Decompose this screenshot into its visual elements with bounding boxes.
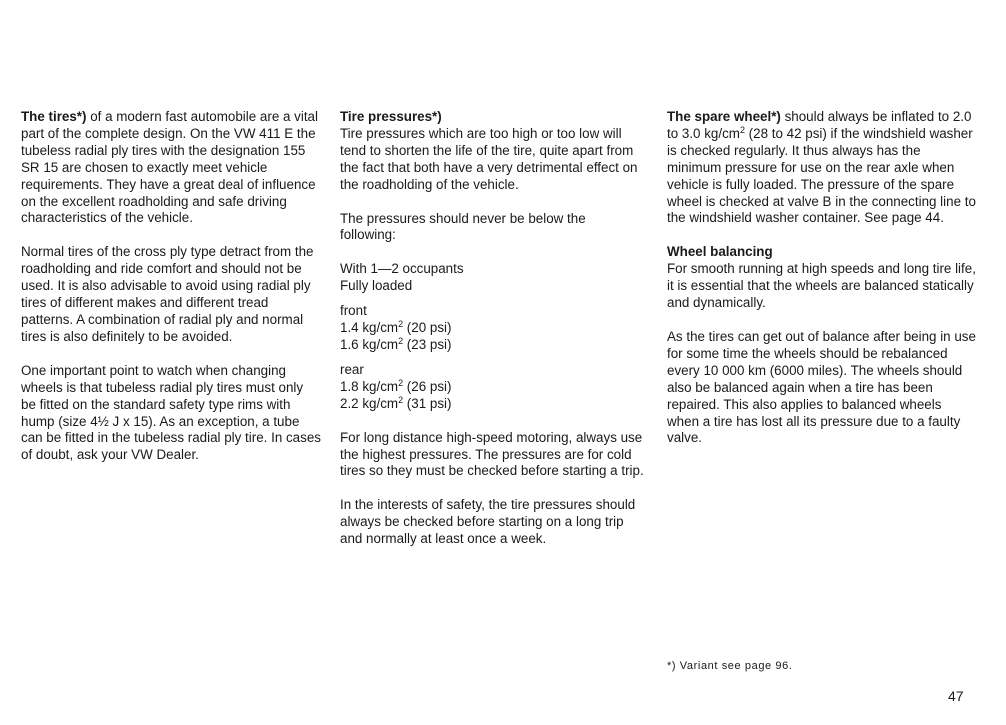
paragraph-safety-check: In the interests of safety, the tire pressures should always be checked before starting on a long trip and normally at least once a week. [340, 497, 636, 547]
paragraph-spare-wheel: The spare wheel*) should always be inflated to 2.0 to 3.0 $kg/cm^2$ (28 to 42 psi) if the windshield washer is checked regularly. It thus always has the minimum pressure for use on the rear axle when vehicle is fully loaded. The pressure of the spare wheel is checked at valve B in the connecting line to the windshield washer container. See page 44. [667, 109, 976, 226]
footnote: *) Variant see page 96. [667, 660, 793, 672]
pressure-rear [340, 362, 645, 413]
heading-wheel-balancing: Wheel balancing [667, 244, 773, 260]
paragraph-smooth-running: For smooth running at high speeds and long tire life, it is essential that the wheels are balanced statically and dynamically. [667, 261, 976, 311]
term-spare-wheel: The spare wheel*) [667, 109, 781, 124]
front-pressure-1: 1.4 $kg/cm^2$ (20 psi) [340, 319, 452, 336]
paragraph-pressure-effects: Tire pressures which are too high or too low will tend to shorten the life of the tire, quite apart from the fact that both have a very detrimental effect on the roadholding of the vehicle. [340, 125, 638, 192]
column-right [667, 109, 977, 447]
condition-fully-loaded: Fully loaded [340, 278, 413, 294]
pressure-front [340, 303, 645, 354]
condition-occupants: With 1—2 occupants [340, 261, 464, 277]
rear-label: rear [340, 361, 364, 377]
pressure-conditions [340, 261, 645, 295]
term-tires: The tires*) [21, 109, 87, 124]
front-pressure-2: 1.6 $kg/cm^2$ (23 psi) [340, 335, 452, 352]
front-label: front [340, 303, 367, 319]
heading-tire-pressures: Tire pressures*) [340, 109, 442, 124]
column-left [21, 109, 321, 464]
column-middle [340, 109, 645, 548]
paragraph-cross-ply: Normal tires of the cross ply type detract from the roadholding and ride comfort and should not be used. It is also advisable to avoid using radial ply tires of different makes and different tread patterns. A combination of radial ply and normal tires is also definitely to be avoided. [21, 244, 314, 344]
rear-pressure-1: 1.8 $kg/cm^2$ (26 psi) [340, 377, 452, 394]
rear-pressure-2: 2.2 $kg/cm^2$ (31 psi) [340, 394, 452, 411]
paragraph-high-speed: For long distance high-speed motoring, always use the highest pressures. The pressures are for cold tires so they must be checked before starting a trip. [340, 429, 644, 479]
paragraph-tires-intro: The tires*) of a modern fast automobile are a vital part of the complete design. On the VW 411 E the tubeless radial ply tires with the designation 155 SR 15 are chosen to exactly meet vehicle requirements. They have a great deal of influence on the excellent roadholding and safe driving characteristics of the vehicle. [21, 109, 318, 226]
paragraph-minimum-pressures: The pressures should never be below the following: [340, 210, 586, 243]
paragraph-rebalancing: As the tires can get out of balance after being in use for some time the wheels should be rebalanced every 10 000 km (6000 miles). The wheels should also be balanced again when a tire has been repaired. This also applies to balanced wheels when a tire has lost all its pressure due to a faulty valve. [667, 328, 976, 446]
fraction-half: ½ [97, 413, 109, 429]
paragraph-changing-wheels: One important point to watch when changing wheels is that tubeless radial ply tires must only be fitted on the standard safety type rims with hump (size 4½ J x 15). As an exception, a tube can be fitted in the tubeless radial ply tire. In cases of doubt, ask your VW Dealer. [21, 362, 321, 463]
page-number: 47 [948, 688, 964, 704]
